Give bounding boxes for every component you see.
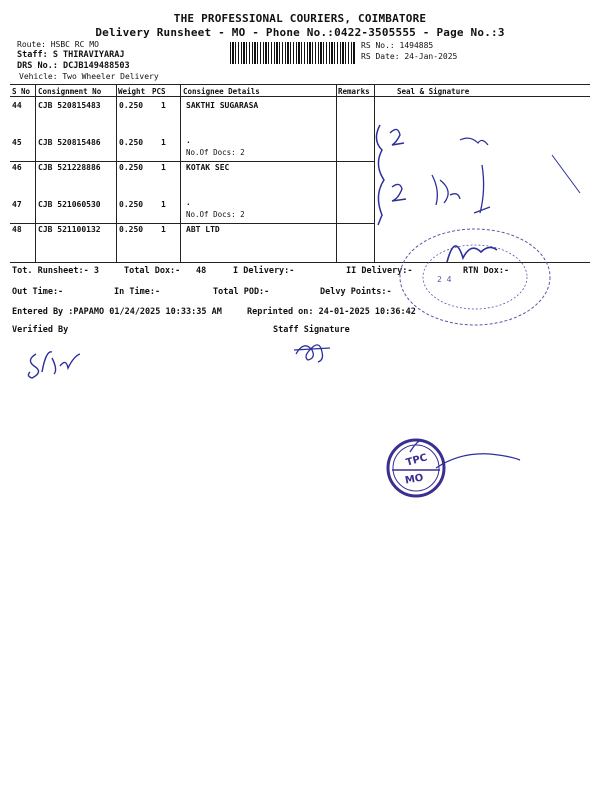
seal-digits: 2 4 <box>437 275 452 284</box>
barcode-image <box>230 42 356 64</box>
row-consignee: ABT LTD <box>186 225 220 234</box>
row-weight: 0.250 <box>119 138 144 147</box>
row-consignment: CJB 521100132 <box>38 225 101 234</box>
row-pcs: 1 <box>161 225 166 234</box>
total-dox-label: Total Dox:- <box>124 266 181 276</box>
row-consignee: SAKTHI SUGARASA <box>186 101 259 110</box>
staff-signature-icon <box>290 336 340 366</box>
drs-info: DRS No.: DCJB149488503 <box>17 61 130 71</box>
row-sno: 47 <box>12 200 22 209</box>
row-note: No.Of Docs: 2 <box>186 210 245 219</box>
col-header-pcs: PCS <box>152 87 166 96</box>
rs-number: RS No.: 1494885 <box>361 41 434 50</box>
delvy-points: Delvy Points:- <box>320 287 392 297</box>
round-seal-icon <box>385 222 555 332</box>
verified-by: Verified By <box>12 325 69 335</box>
row-consignment: CJB 521060530 <box>38 200 101 209</box>
row-consignment: CJB 520815483 <box>38 101 101 110</box>
row-consignee: . <box>186 198 191 207</box>
col-header-consignee: Consignee Details <box>183 87 260 96</box>
tpc-stamp-icon <box>380 432 540 512</box>
stamp-text-bottom: MO <box>404 472 425 487</box>
stamp-text-top: TPC <box>404 452 429 469</box>
row-weight: 0.250 <box>119 163 144 172</box>
row-pcs: 1 <box>161 101 166 110</box>
route-info: Route: HSBC RC MO <box>17 40 99 49</box>
entered-by: Entered By :PAPAMO 01/24/2025 10:33:35 AM <box>12 307 222 317</box>
reprinted-on: Reprinted on: 24-01-2025 10:36:42 <box>247 307 416 317</box>
company-title: THE PROFESSIONAL COURIERS, COIMBATORE <box>173 12 427 25</box>
vehicle-info: Vehicle: Two Wheeler Delivery <box>19 72 159 81</box>
row-consignee: KOTAK SEC <box>186 163 230 172</box>
rs-date: RS Date: 24-Jan-2025 <box>361 52 458 61</box>
col-header-remarks: Remarks <box>338 87 370 96</box>
row-sno: 48 <box>12 225 22 234</box>
row-weight: 0.250 <box>119 101 144 110</box>
row-weight: 0.250 <box>119 200 144 209</box>
col-header-sno: S No <box>12 87 31 96</box>
runsheet-subtitle: Delivery Runsheet - MO - Phone No.:0422-3505555 - Page No.:3 <box>95 26 505 39</box>
col-header-consignment: Consignment No <box>38 87 102 96</box>
out-time: Out Time:- <box>12 287 64 297</box>
tot-runsheet: Tot. Runsheet:- 3 <box>12 266 99 276</box>
row-pcs: 1 <box>161 138 166 147</box>
row-consignment: CJB 521228886 <box>38 163 101 172</box>
col-header-seal: Seal & Signature <box>397 87 470 96</box>
in-time: In Time:- <box>114 287 161 297</box>
verified-signature-icon <box>22 344 92 384</box>
i-delivery: I Delivery:- <box>233 266 295 276</box>
row-sno: 45 <box>12 138 22 147</box>
total-pod: Total POD:- <box>213 287 270 297</box>
col-header-weight: Weight <box>118 87 146 96</box>
row-sno: 44 <box>12 101 22 110</box>
staff-signature-label: Staff Signature <box>273 325 350 335</box>
row-consignment: CJB 520815486 <box>38 138 101 147</box>
row-pcs: 1 <box>161 163 166 172</box>
total-dox-value: 48 <box>196 266 207 276</box>
row-note: No.Of Docs: 2 <box>186 148 245 157</box>
row-pcs: 1 <box>161 200 166 209</box>
row-consignee: . <box>186 136 191 145</box>
rtn-dox: RTN Dox:- <box>463 266 510 276</box>
row-sno: 46 <box>12 163 22 172</box>
ii-delivery: II Delivery:- <box>346 266 413 276</box>
staff-info: Staff: S THIRAVIYARAJ <box>17 50 125 60</box>
row-weight: 0.250 <box>119 225 144 234</box>
